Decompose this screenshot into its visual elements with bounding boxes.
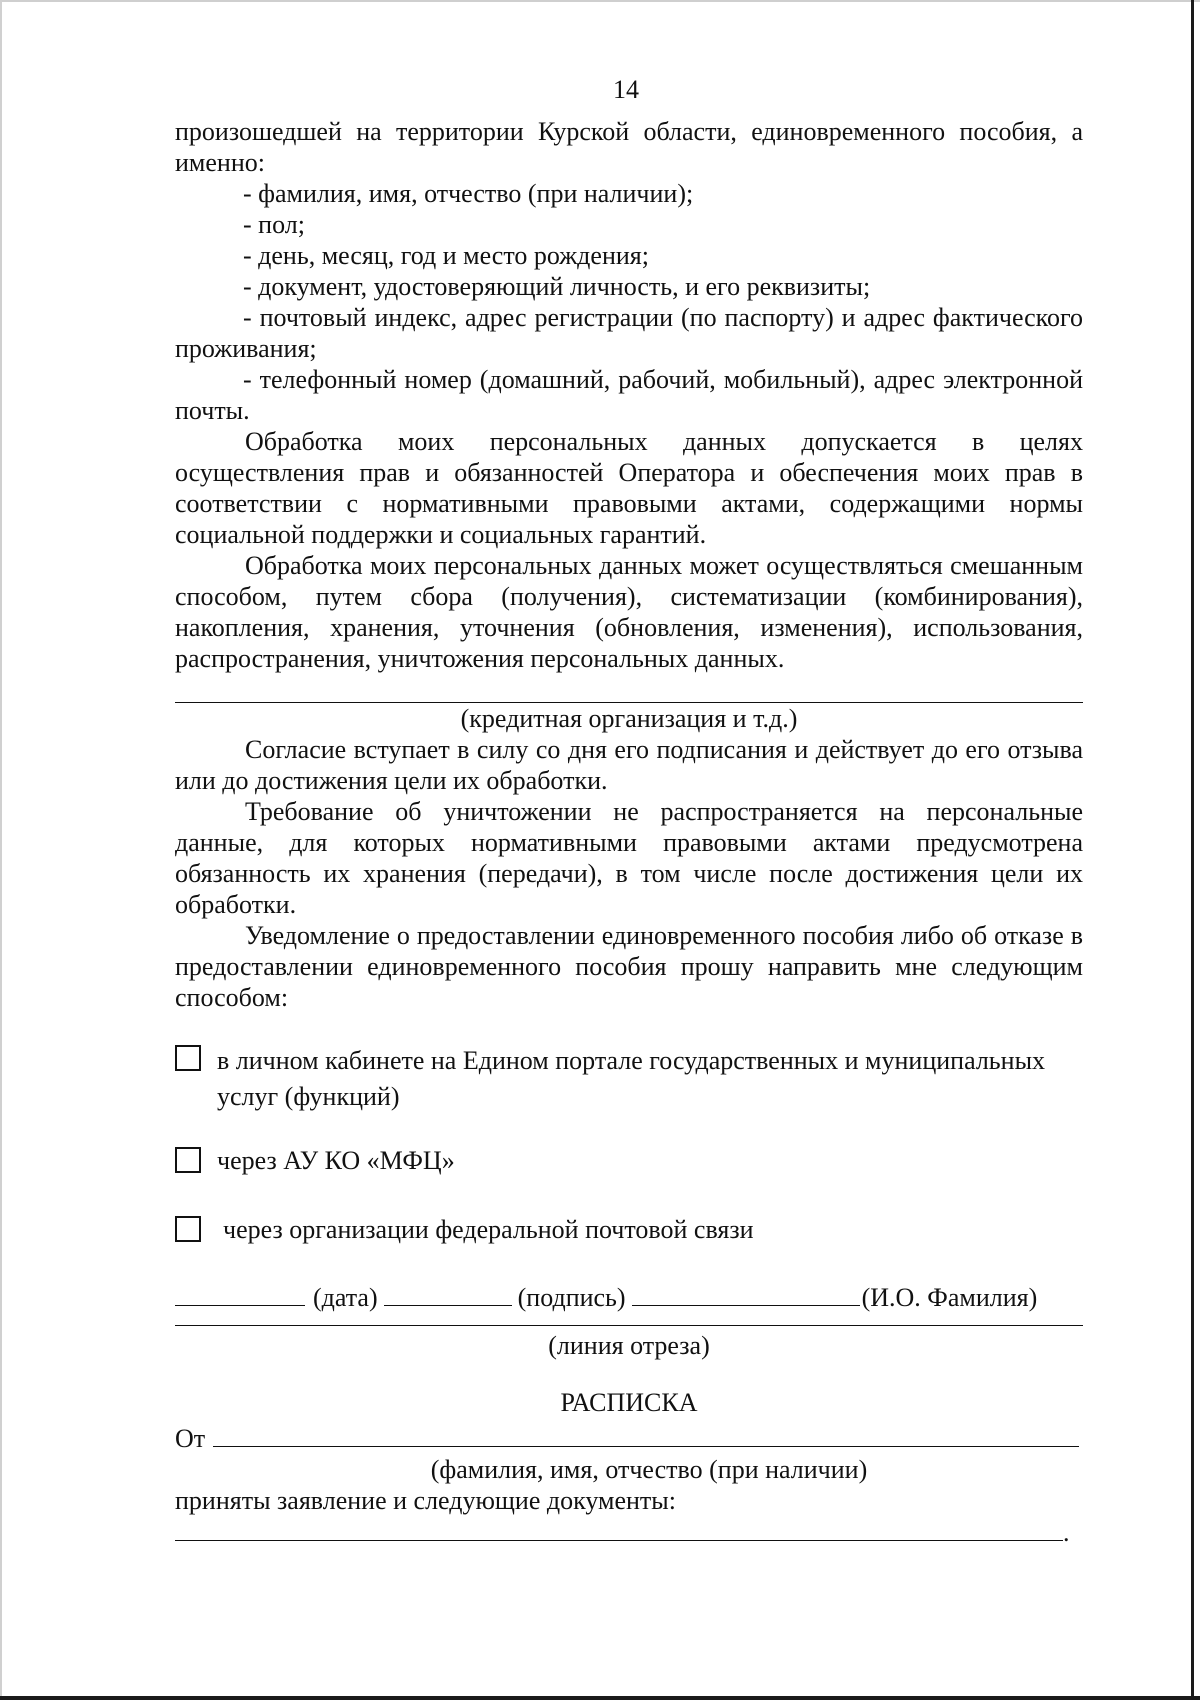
name-blank[interactable] <box>632 1281 860 1306</box>
document-body <box>175 116 1083 1548</box>
scan-edge-bottom <box>0 1696 1200 1700</box>
checkbox[interactable] <box>175 1147 201 1173</box>
intro-paragraph: произошедшей на территории Курской области, единовременного пособия, а именно: <box>175 117 1083 177</box>
scan-edge-top <box>0 0 1200 2</box>
page-number: 14 <box>613 75 639 104</box>
signature-row <box>175 1281 1083 1313</box>
org-caption: (кредитная организация и т.д.) <box>460 704 798 733</box>
receipt-from-blank[interactable] <box>213 1422 1079 1447</box>
receipt-docs-label: приняты заявление и следующие документы: <box>175 1486 676 1515</box>
paragraph-consent-term: Согласие вступает в силу со дня его подписания и действует до его отзыва или до достижения цели их обработки. <box>175 735 1083 795</box>
cut-caption: (линия отреза) <box>548 1331 710 1360</box>
receipt-docs-row <box>175 1516 1083 1548</box>
scan-edge-right <box>1191 0 1194 1700</box>
option-mfc[interactable] <box>175 1145 1083 1176</box>
list-item: - пол; <box>243 210 305 239</box>
paragraph-destruction: Требование об уничтожении не распространяется на персональные данные, для которых нормативными правовыми актами предусмотрена обязанность их хранения (передачи), в том числе после достижения цели их обработки. <box>175 797 1083 919</box>
receipt-from-row <box>175 1422 1083 1454</box>
list-item: - телефонный номер (домашний, рабочий, мобильный), адрес электронной почты. <box>175 365 1083 425</box>
receipt-title: РАСПИСКА <box>560 1388 698 1417</box>
receipt-end-mark: . <box>1063 1518 1070 1547</box>
paragraph-processing-method: Обработка моих персональных данных может осуществляться смешанным способом, путем сбора (получения), систематизации (комбинирования), накопления, хранения, уточнения (обновления, изменения), использования, распространения, уничтожения персональных данных. <box>175 551 1083 673</box>
option-post[interactable] <box>175 1214 1083 1245</box>
checkbox[interactable] <box>175 1216 201 1242</box>
signature-blank[interactable] <box>384 1281 512 1306</box>
name-caption: (И.О. Фамилия) <box>861 1283 1038 1312</box>
list-item: - день, месяц, год и место рождения; <box>243 241 649 270</box>
option-portal[interactable] <box>175 1043 1083 1115</box>
receipt-from-label: От <box>175 1424 206 1453</box>
paragraph-processing-purpose: Обработка моих персональных данных допускается в целях осуществления прав и обязанностей Оператора и обеспечения моих прав в соответствии с нормативными правовыми актами, содержащими нормы социальной поддержки и социальных гарантий. <box>175 427 1083 549</box>
cut-line <box>175 1325 1083 1326</box>
receipt-docs-blank[interactable] <box>175 1516 1063 1541</box>
paragraph-notification: Уведомление о предоставлении единовременного пособия либо об отказе в предоставлении единовременного пособия прошу направить мне следующим способом: <box>175 921 1083 1012</box>
date-caption: (дата) <box>313 1283 378 1312</box>
scan-edge-left <box>0 0 2 1700</box>
list-item: - почтовый индекс, адрес регистрации (по паспорту) и адрес фактического проживания; <box>175 303 1083 363</box>
list-item: - фамилия, имя, отчество (при наличии); <box>243 179 694 208</box>
signature-caption: (подпись) <box>517 1283 626 1312</box>
date-blank[interactable] <box>175 1281 305 1306</box>
receipt-from-caption: (фамилия, имя, отчество (при наличии) <box>430 1455 868 1484</box>
option-label: через организации федеральной почтовой связи <box>223 1215 754 1244</box>
option-label: через АУ КО «МФЦ» <box>217 1146 455 1175</box>
list-item: - документ, удостоверяющий личность, и его реквизиты; <box>243 272 871 301</box>
checkbox[interactable] <box>175 1045 201 1071</box>
option-label: в личном кабинете на Едином портале государственных и муниципальных услуг (функций) <box>217 1046 1046 1111</box>
